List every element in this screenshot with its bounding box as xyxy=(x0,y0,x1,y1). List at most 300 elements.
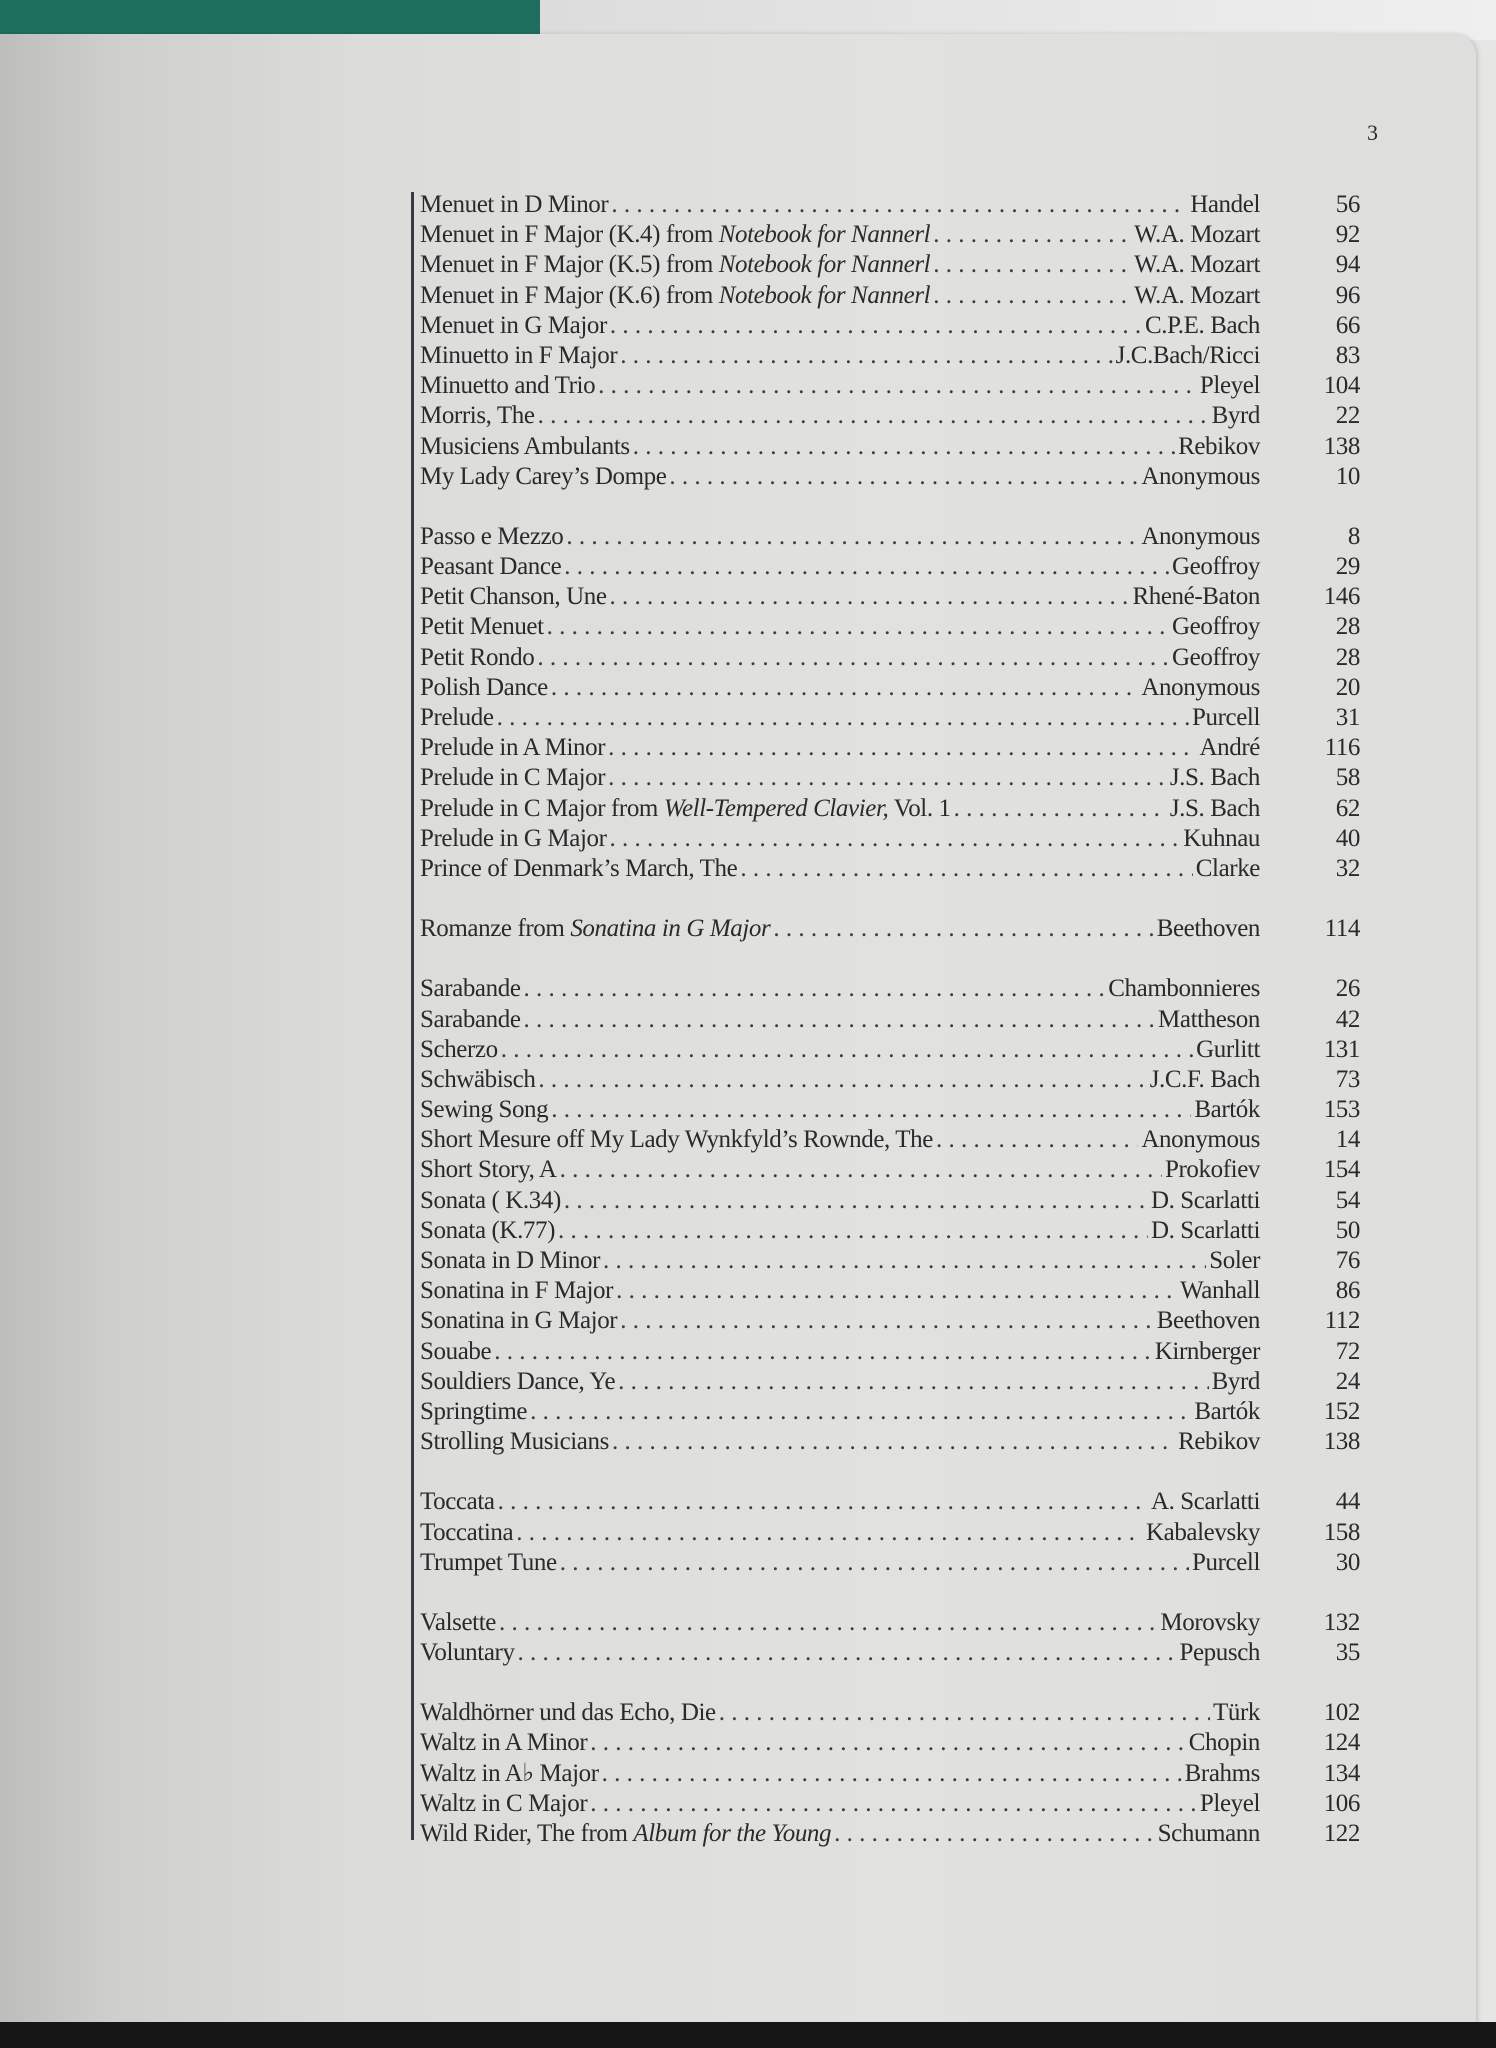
dot-leader xyxy=(590,1789,1197,1819)
entry-title-text: Toccatina xyxy=(420,1518,514,1546)
dot-leader xyxy=(610,824,1181,854)
entry-title-text: Sonatina in F Major xyxy=(420,1277,614,1305)
entry-page-number: 42 xyxy=(1335,1005,1360,1033)
toc-section-r xyxy=(420,914,1360,944)
entry-title-text: Petit Chanson, Une xyxy=(420,583,607,611)
entry-title-text: Petit Menuet xyxy=(420,613,544,641)
dot-leader xyxy=(933,281,1131,311)
entry-page-number: 62 xyxy=(1335,794,1360,822)
toc-entry xyxy=(420,1819,1360,1849)
toc-entry xyxy=(420,1608,1360,1638)
entry-page-number: 10 xyxy=(1335,462,1360,490)
entry-title xyxy=(420,432,630,462)
dot-leader xyxy=(501,1035,1193,1065)
dot-leader xyxy=(564,552,1169,582)
entry-composer: Handel xyxy=(1190,191,1260,218)
entry-composer: Anonymous xyxy=(1141,522,1260,550)
toc-entry xyxy=(420,914,1360,944)
dot-leader xyxy=(547,612,1169,642)
toc-entry xyxy=(420,1035,1360,1065)
entry-title xyxy=(420,673,548,703)
entry-page-number: 114 xyxy=(1324,915,1360,943)
dot-leader xyxy=(518,1638,1177,1668)
toc-entry xyxy=(420,1095,1360,1125)
toc-entry xyxy=(420,1186,1360,1216)
entry-title-text: Prince of Denmark’s March, The xyxy=(420,854,738,882)
entry-title xyxy=(420,1186,561,1216)
entry-page-number: 76 xyxy=(1335,1247,1360,1274)
entry-composer: J.S. Bach xyxy=(1169,794,1260,822)
entry-page-number: 32 xyxy=(1335,854,1360,882)
toc-entry xyxy=(420,763,1360,793)
entry-title-text: Souabe xyxy=(420,1337,492,1365)
entry-title xyxy=(420,371,595,401)
entry-title xyxy=(420,220,930,250)
dot-leader xyxy=(499,1608,1157,1638)
entry-title xyxy=(420,552,561,582)
entry-title-text: Short Mesure off My Lady Wynkfyld’s Rownde, The xyxy=(420,1126,933,1154)
entry-composer: J.C.Bach/Ricci xyxy=(1115,341,1260,369)
toc-entry xyxy=(420,1728,1360,1758)
dot-leader xyxy=(933,220,1131,250)
dot-leader xyxy=(620,341,1112,371)
entry-page-number: 24 xyxy=(1335,1367,1360,1395)
entry-title xyxy=(420,1276,613,1306)
entry-composer: Prokofiev xyxy=(1165,1156,1260,1184)
toc-entry xyxy=(420,522,1360,552)
dot-leader xyxy=(598,371,1197,401)
entry-title xyxy=(420,1397,527,1427)
entry-page-number: 131 xyxy=(1323,1035,1360,1063)
entry-composer: Gurlitt xyxy=(1196,1035,1260,1063)
entry-composer: Byrd xyxy=(1211,1367,1260,1395)
dot-leader xyxy=(603,1246,1206,1276)
entry-title-text: Musiciens Ambulants xyxy=(420,432,630,460)
entry-composer: W.A. Mozart xyxy=(1134,281,1260,309)
entry-title-text: Peasant Dance xyxy=(420,553,562,581)
entry-page-number: 31 xyxy=(1335,704,1360,731)
entry-composer: D. Scarlatti xyxy=(1150,1186,1260,1214)
toc-entry xyxy=(420,1005,1360,1035)
entry-composer: Soler xyxy=(1209,1247,1260,1274)
entry-page-number: 104 xyxy=(1323,372,1360,400)
entry-page-number: 14 xyxy=(1335,1126,1360,1154)
entry-page-number: 44 xyxy=(1335,1488,1360,1516)
toc-entry xyxy=(420,220,1360,250)
entry-title xyxy=(420,1698,716,1728)
entry-title-text: Prelude in G Major xyxy=(420,824,607,852)
entry-composer: D. Scarlatti xyxy=(1150,1216,1260,1244)
entry-composer: W.A. Mozart xyxy=(1134,251,1260,279)
toc-entry xyxy=(420,794,1360,824)
entry-title xyxy=(420,703,494,733)
entry-page-number: 153 xyxy=(1323,1096,1360,1124)
entry-page-number: 22 xyxy=(1335,402,1360,430)
entry-composer: Anonymous xyxy=(1141,1126,1260,1154)
dot-leader xyxy=(608,733,1196,763)
toc-entry xyxy=(420,1306,1360,1336)
toc-entry xyxy=(420,673,1360,703)
toc-entry xyxy=(420,1276,1360,1306)
entry-title-text: Sewing Song xyxy=(420,1096,549,1124)
dot-leader xyxy=(497,703,1189,733)
entry-page-number: 116 xyxy=(1324,734,1360,762)
toc-entry xyxy=(420,250,1360,280)
entry-title-italic: Notebook for Nannerl xyxy=(718,221,931,249)
entry-title-text: Sonata in D Minor xyxy=(420,1247,600,1274)
entry-title-italic: Notebook for Nannerl xyxy=(718,281,931,309)
entry-title xyxy=(420,612,544,642)
entry-composer: Bartók xyxy=(1194,1397,1260,1425)
entry-title xyxy=(420,401,535,431)
entry-title xyxy=(420,763,605,793)
toc-entry xyxy=(420,401,1360,431)
dot-leader xyxy=(740,854,1192,884)
entry-title-text: Waltz in C Major xyxy=(420,1789,588,1817)
toc-entry xyxy=(420,281,1360,311)
entry-page-number: 50 xyxy=(1335,1216,1360,1244)
entry-title-text: Menuet in F Major (K.6) from xyxy=(420,281,719,309)
entry-title xyxy=(420,1125,933,1155)
table-of-contents xyxy=(420,190,1360,1879)
entry-composer: Anonymous xyxy=(1141,462,1260,490)
toc-entry xyxy=(420,643,1360,673)
entry-title-text: Waldhörner und das Echo, Die xyxy=(420,1699,716,1727)
toc-entry xyxy=(420,432,1360,462)
entry-page-number: 122 xyxy=(1323,1820,1360,1847)
bottom-dark-edge xyxy=(0,2022,1496,2048)
entry-composer: Wanhall xyxy=(1180,1277,1260,1305)
dot-leader xyxy=(560,1155,1162,1185)
entry-page-number: 28 xyxy=(1335,613,1360,641)
entry-page-number: 86 xyxy=(1335,1277,1360,1305)
dot-leader xyxy=(610,311,1142,341)
entry-page-number: 134 xyxy=(1323,1759,1360,1787)
entry-composer: Beethoven xyxy=(1156,1307,1260,1335)
entry-title xyxy=(420,1155,557,1185)
entry-title xyxy=(420,1728,587,1758)
entry-title xyxy=(420,1548,557,1578)
toc-entry xyxy=(420,854,1360,884)
entry-title xyxy=(420,522,563,552)
entry-title-text: Valsette xyxy=(420,1608,496,1636)
entry-composer: A. Scarlatti xyxy=(1150,1488,1260,1516)
entry-title-text: Sarabande xyxy=(420,1005,521,1033)
dot-leader xyxy=(566,522,1138,552)
page-number: 3 xyxy=(1367,120,1378,145)
toc-vertical-rule xyxy=(411,192,414,1840)
entry-composer: Mattheson xyxy=(1158,1005,1260,1033)
entry-title xyxy=(420,1819,831,1849)
dot-leader xyxy=(551,673,1139,703)
dot-leader xyxy=(590,1728,1185,1758)
entry-page-number: 8 xyxy=(1347,522,1360,550)
toc-entry xyxy=(420,824,1360,854)
entry-composer: Bartók xyxy=(1194,1096,1260,1124)
entry-page-number: 58 xyxy=(1335,764,1360,792)
entry-title-text: Sonata ( K.34) xyxy=(420,1186,561,1214)
entry-title xyxy=(420,1306,617,1336)
dot-leader xyxy=(610,582,1130,612)
entry-title xyxy=(420,462,666,492)
entry-title xyxy=(420,914,770,944)
entry-composer: C.P.E. Bach xyxy=(1144,311,1260,339)
dot-leader xyxy=(719,1698,1210,1728)
dot-leader xyxy=(620,1306,1153,1336)
entry-title-text: Romanze from xyxy=(420,915,571,943)
entry-title-text: Passo e Mezzo xyxy=(420,522,564,550)
toc-entry xyxy=(420,371,1360,401)
entry-composer: Geoffroy xyxy=(1172,643,1260,671)
entry-title xyxy=(420,824,607,854)
entry-page-number: 96 xyxy=(1335,281,1360,309)
dot-leader xyxy=(538,1065,1146,1095)
entry-title-text: Waltz in A♭ Major xyxy=(420,1759,599,1787)
entry-title-text: Sonata (K.77) xyxy=(420,1216,556,1244)
toc-entry xyxy=(420,1487,1360,1517)
entry-composer: Kirnberger xyxy=(1154,1337,1260,1365)
dot-leader xyxy=(612,1427,1175,1457)
toc-entry xyxy=(420,582,1360,612)
entry-composer: Geoffroy xyxy=(1172,613,1260,641)
entry-title xyxy=(420,794,951,824)
entry-composer: Clarke xyxy=(1195,854,1260,882)
dot-leader xyxy=(530,1397,1191,1427)
entry-composer: W.A. Mozart xyxy=(1134,221,1260,249)
dot-leader xyxy=(669,462,1138,492)
toc-entry xyxy=(420,1155,1360,1185)
entry-title xyxy=(420,190,608,220)
dot-leader xyxy=(608,763,1167,793)
entry-title-text: Toccata xyxy=(420,1488,495,1516)
entry-page-number: 40 xyxy=(1335,824,1360,852)
entry-page-number: 66 xyxy=(1335,311,1360,339)
dot-leader xyxy=(618,1367,1208,1397)
entry-page-number: 54 xyxy=(1335,1186,1360,1214)
toc-entry xyxy=(420,552,1360,582)
entry-composer: Purcell xyxy=(1191,1548,1260,1576)
dot-leader xyxy=(834,1819,1155,1849)
entry-title-text: Minuetto in F Major xyxy=(420,341,618,369)
dot-leader xyxy=(537,643,1169,673)
entry-title-text: Petit Rondo xyxy=(420,643,535,671)
entry-page-number: 30 xyxy=(1335,1548,1360,1576)
entry-title-text: Springtime xyxy=(420,1397,528,1425)
entry-title-text: Morris, The xyxy=(420,402,535,430)
dot-leader xyxy=(602,1759,1182,1789)
entry-page-number: 152 xyxy=(1323,1397,1360,1425)
entry-composer: Kabalevsky xyxy=(1145,1518,1260,1546)
entry-title xyxy=(420,1759,599,1789)
entry-page-number: 56 xyxy=(1335,191,1360,218)
entry-page-number: 138 xyxy=(1323,1428,1360,1456)
entry-title-text: Sonatina in G Major xyxy=(420,1307,618,1335)
entry-composer: Beethoven xyxy=(1156,915,1260,943)
entry-title-text: Prelude in C Major xyxy=(420,764,606,792)
entry-title-text: Menuet in F Major (K.4) from xyxy=(420,221,719,249)
entry-composer: Chopin xyxy=(1188,1729,1260,1757)
toc-section-m xyxy=(420,190,1360,492)
toc-section-s xyxy=(420,974,1360,1457)
entry-title-text: Wild Rider, The from xyxy=(420,1820,634,1847)
entry-title xyxy=(420,250,930,280)
toc-section-v xyxy=(420,1608,1360,1668)
toc-entry xyxy=(420,1246,1360,1276)
dot-leader xyxy=(516,1518,1143,1548)
entry-title-italic: Well-Tempered Clavier, xyxy=(663,794,889,822)
toc-entry xyxy=(420,1698,1360,1728)
entry-page-number: 158 xyxy=(1323,1518,1360,1546)
entry-title xyxy=(420,341,617,371)
entry-composer: Anonymous xyxy=(1141,673,1260,701)
entry-page-number: 94 xyxy=(1335,251,1360,279)
entry-title-italic: Album for the Young xyxy=(633,1820,832,1847)
toc-entry xyxy=(420,462,1360,492)
entry-title-text: Menuet in F Major (K.5) from xyxy=(420,251,719,279)
entry-composer: J.S. Bach xyxy=(1169,764,1260,792)
entry-composer: Rhené-Baton xyxy=(1132,583,1260,611)
toc-entry xyxy=(420,1789,1360,1819)
dot-leader xyxy=(933,250,1131,280)
dot-leader xyxy=(560,1548,1189,1578)
entry-title-text: Souldiers Dance, Ye xyxy=(420,1367,616,1395)
entry-page-number: 29 xyxy=(1335,553,1360,581)
dot-leader xyxy=(616,1276,1177,1306)
entry-title-text: Short Story, A xyxy=(420,1156,557,1184)
dot-leader xyxy=(538,401,1209,431)
toc-entry xyxy=(420,1337,1360,1367)
entry-title-text: Menuet in D Minor xyxy=(420,191,609,218)
toc-entry xyxy=(420,1065,1360,1095)
entry-page-number: 83 xyxy=(1335,341,1360,369)
entry-composer: Morovsky xyxy=(1160,1608,1260,1636)
entry-page-number: 20 xyxy=(1335,673,1360,701)
entry-title-text: Polish Dance xyxy=(420,673,548,701)
entry-composer: Chambonnieres xyxy=(1108,975,1260,1003)
toc-entry xyxy=(420,341,1360,371)
entry-composer: Türk xyxy=(1213,1699,1260,1727)
entry-title xyxy=(420,974,521,1004)
entry-title-text: Minuetto and Trio xyxy=(420,372,596,400)
entry-page-number: 138 xyxy=(1323,432,1360,460)
entry-title-text: Sarabande xyxy=(420,975,521,1003)
entry-title xyxy=(420,1216,555,1246)
entry-page-number: 146 xyxy=(1323,583,1360,611)
entry-composer: J.C.F. Bach xyxy=(1149,1065,1260,1093)
entry-composer: Pleyel xyxy=(1199,1789,1260,1817)
toc-entry xyxy=(420,1367,1360,1397)
entry-title-text: Schwäbisch xyxy=(420,1065,536,1093)
toc-entry xyxy=(420,612,1360,642)
dot-leader xyxy=(611,190,1187,220)
entry-title xyxy=(420,1367,615,1397)
entry-page-number: 35 xyxy=(1335,1639,1360,1667)
entry-title-text: Scherzo xyxy=(420,1035,498,1063)
dot-leader xyxy=(524,1005,1156,1035)
entry-title-text: Strolling Musicians xyxy=(420,1428,609,1456)
entry-title-text: Trumpet Tune xyxy=(420,1548,557,1576)
entry-title xyxy=(420,582,607,612)
entry-title xyxy=(420,1487,495,1517)
entry-page-number: 124 xyxy=(1323,1729,1360,1757)
entry-page-number: 132 xyxy=(1323,1608,1360,1636)
entry-title-italic: Notebook for Nannerl xyxy=(718,251,931,279)
toc-entry xyxy=(420,1638,1360,1668)
entry-composer: Rebikov xyxy=(1178,432,1260,460)
toc-entry xyxy=(420,703,1360,733)
toc-entry xyxy=(420,1125,1360,1155)
entry-title xyxy=(420,1065,535,1095)
toc-section-p xyxy=(420,522,1360,884)
dot-leader xyxy=(558,1216,1148,1246)
entry-composer: Byrd xyxy=(1211,402,1260,430)
entry-title-text: Prelude in A Minor xyxy=(420,734,606,762)
entry-title-suffix: Vol. 1 xyxy=(888,794,951,822)
dot-leader xyxy=(494,1337,1152,1367)
toc-section-t xyxy=(420,1487,1360,1578)
toc-entry xyxy=(420,974,1360,1004)
toc-entry xyxy=(420,311,1360,341)
entry-page-number: 92 xyxy=(1335,221,1360,249)
entry-title xyxy=(420,643,534,673)
toc-section-w xyxy=(420,1698,1360,1849)
entry-title-text: Waltz in A Minor xyxy=(420,1729,588,1757)
entry-title xyxy=(420,281,930,311)
toc-entry xyxy=(420,733,1360,763)
dot-leader xyxy=(551,1095,1191,1125)
dot-leader xyxy=(498,1487,1148,1517)
entry-composer: Pleyel xyxy=(1199,372,1260,400)
entry-title xyxy=(420,854,737,884)
entry-title xyxy=(420,1608,496,1638)
dot-leader xyxy=(936,1125,1138,1155)
dot-leader xyxy=(633,432,1175,462)
entry-page-number: 102 xyxy=(1323,1699,1360,1727)
entry-page-number: 112 xyxy=(1324,1307,1360,1335)
dot-leader xyxy=(564,1186,1148,1216)
entry-title-text: Prelude xyxy=(420,704,494,731)
entry-composer: Purcell xyxy=(1191,704,1260,731)
entry-page-number: 73 xyxy=(1335,1065,1360,1093)
entry-composer: Geoffroy xyxy=(1172,553,1260,581)
entry-title-text: My Lady Carey’s Dompe xyxy=(420,462,667,490)
toc-entry xyxy=(420,1518,1360,1548)
entry-title xyxy=(420,1005,521,1035)
entry-page-number: 106 xyxy=(1323,1789,1360,1817)
entry-title xyxy=(420,1789,587,1819)
entry-composer: Schumann xyxy=(1157,1820,1260,1847)
toc-entry xyxy=(420,1427,1360,1457)
entry-title xyxy=(420,1638,515,1668)
entry-page-number: 26 xyxy=(1335,975,1360,1003)
entry-title xyxy=(420,1035,498,1065)
entry-composer: Kuhnau xyxy=(1183,824,1260,852)
entry-title xyxy=(420,1518,513,1548)
entry-title xyxy=(420,1246,600,1276)
dot-leader xyxy=(954,794,1167,824)
entry-title xyxy=(420,1427,609,1457)
entry-title-italic: Sonatina in G Major xyxy=(570,915,771,943)
toc-entry xyxy=(420,1759,1360,1789)
entry-title xyxy=(420,311,607,341)
entry-composer: Rebikov xyxy=(1178,1428,1260,1456)
entry-page-number: 154 xyxy=(1323,1156,1360,1184)
dot-leader xyxy=(524,974,1106,1004)
entry-title xyxy=(420,1095,548,1125)
toc-entry xyxy=(420,190,1360,220)
toc-entry xyxy=(420,1548,1360,1578)
entry-title-text: Prelude in C Major from xyxy=(420,794,664,822)
